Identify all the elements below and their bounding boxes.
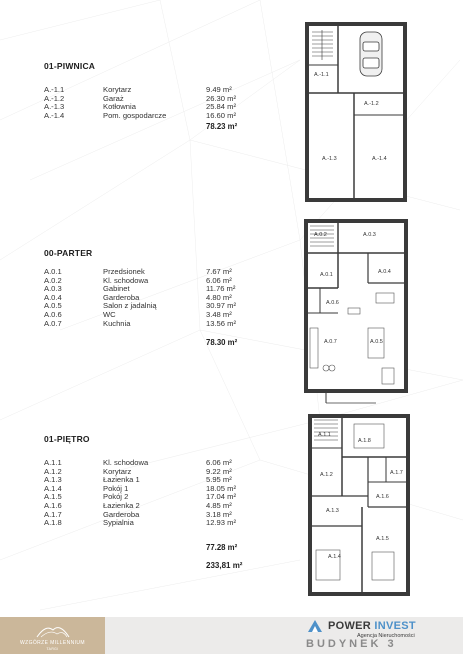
agency-name: POWER INVEST <box>328 620 416 632</box>
power-invest-logo-icon <box>306 618 324 634</box>
room-row: A.1.7 Garderoba 3.18 m² <box>44 509 232 519</box>
room-row: A.1.2 Korytarz 9.22 m² <box>44 466 232 476</box>
building-label: BUDYNEK 3 <box>306 638 397 650</box>
room-row: A.0.7 Kuchnia 13.56 m² <box>44 318 236 328</box>
estate-logo <box>0 617 105 654</box>
room-row: A.0.2 Kl. schodowa 6.06 m² <box>44 275 232 285</box>
room-row: A.0.5 Salon z jadalnią 30.97 m² <box>44 301 236 311</box>
plan-label: A.1.4 <box>328 554 341 560</box>
room-row: A.0.1 Przedsionek 7.67 m² <box>44 267 232 276</box>
room-list-basement <box>44 86 254 120</box>
estate-logo-subtext: TARGI <box>46 647 59 651</box>
car-icon <box>360 32 382 76</box>
section-title-basement: 01-PIWNICA <box>44 61 96 71</box>
section-title-ground: 00-PARTER <box>44 248 93 258</box>
room-row: A.-1.4 Pom. gospodarcze 16.60 m² <box>44 110 236 120</box>
plan-label: A.0.1 <box>320 272 333 278</box>
plan-label: A.-1.2 <box>364 101 379 107</box>
room-row: A.-1.3 Kotłownia 25.84 m² <box>44 102 236 112</box>
agency-subtitle: Agencja Nieruchomości <box>357 633 415 639</box>
plan-label: A.1.7 <box>390 470 403 476</box>
ground-floor-plan <box>296 218 416 406</box>
plan-label: A.1.5 <box>376 536 389 542</box>
plan-label: A.1.6 <box>376 494 389 500</box>
section-total-ground: 78.30 m² <box>206 338 238 347</box>
plan-label: A.-1.3 <box>322 156 337 162</box>
room-row: A.1.4 Pokój 1 18.05 m² <box>44 483 236 493</box>
first-floor-plan <box>302 412 414 608</box>
plan-label: A.-1.1 <box>314 72 329 78</box>
plan-label: A.0.2 <box>314 232 327 238</box>
room-row: A.1.8 Sypialnia 12.93 m² <box>44 518 236 528</box>
grand-total: 233,81 m² <box>206 561 243 570</box>
plan-label: A.0.5 <box>370 339 383 345</box>
room-row: A.1.3 Łazienka 1 5.95 m² <box>44 475 232 485</box>
section-title-first: 01-PIĘTRO <box>44 434 90 444</box>
plan-label: A.0.3 <box>363 232 376 238</box>
basement-floor-plan <box>300 20 412 206</box>
room-row: A.0.6 WC 3.48 m² <box>44 309 232 319</box>
plan-label: A.0.4 <box>378 269 391 275</box>
plan-label: A.1.2 <box>320 472 333 478</box>
section-total-first: 77.28 m² <box>206 543 238 552</box>
plan-label: A.-1.4 <box>372 156 387 162</box>
room-row: A.0.3 Gabinet 11.76 m² <box>44 284 236 294</box>
section-total-basement: 78.23 m² <box>206 122 238 131</box>
room-row: A.1.5 Pokój 2 17.04 m² <box>44 492 236 502</box>
plan-label: A.1.3 <box>326 508 339 514</box>
plan-label: A.0.7 <box>324 339 337 345</box>
plan-label: A.0.6 <box>326 300 339 306</box>
room-row: A.1.1 Kl. schodowa 6.06 m² <box>44 458 232 467</box>
room-list-ground <box>44 268 254 328</box>
room-list-first <box>44 459 254 528</box>
room-row: A.1.6 Łazienka 2 4.85 m² <box>44 500 232 510</box>
room-row: A.-1.1 Korytarz 9.49 m² <box>44 85 232 94</box>
plan-label: A.1.1 <box>318 432 331 438</box>
estate-logo-text: WZGÓRZE MILLENNIUM <box>20 640 85 646</box>
plan-label: A.1.8 <box>358 438 371 444</box>
room-row: A.0.4 Garderoba 4.80 m² <box>44 292 232 302</box>
room-row: A.-1.2 Garaż 26.30 m² <box>44 93 236 103</box>
hills-logo-icon <box>36 622 70 638</box>
